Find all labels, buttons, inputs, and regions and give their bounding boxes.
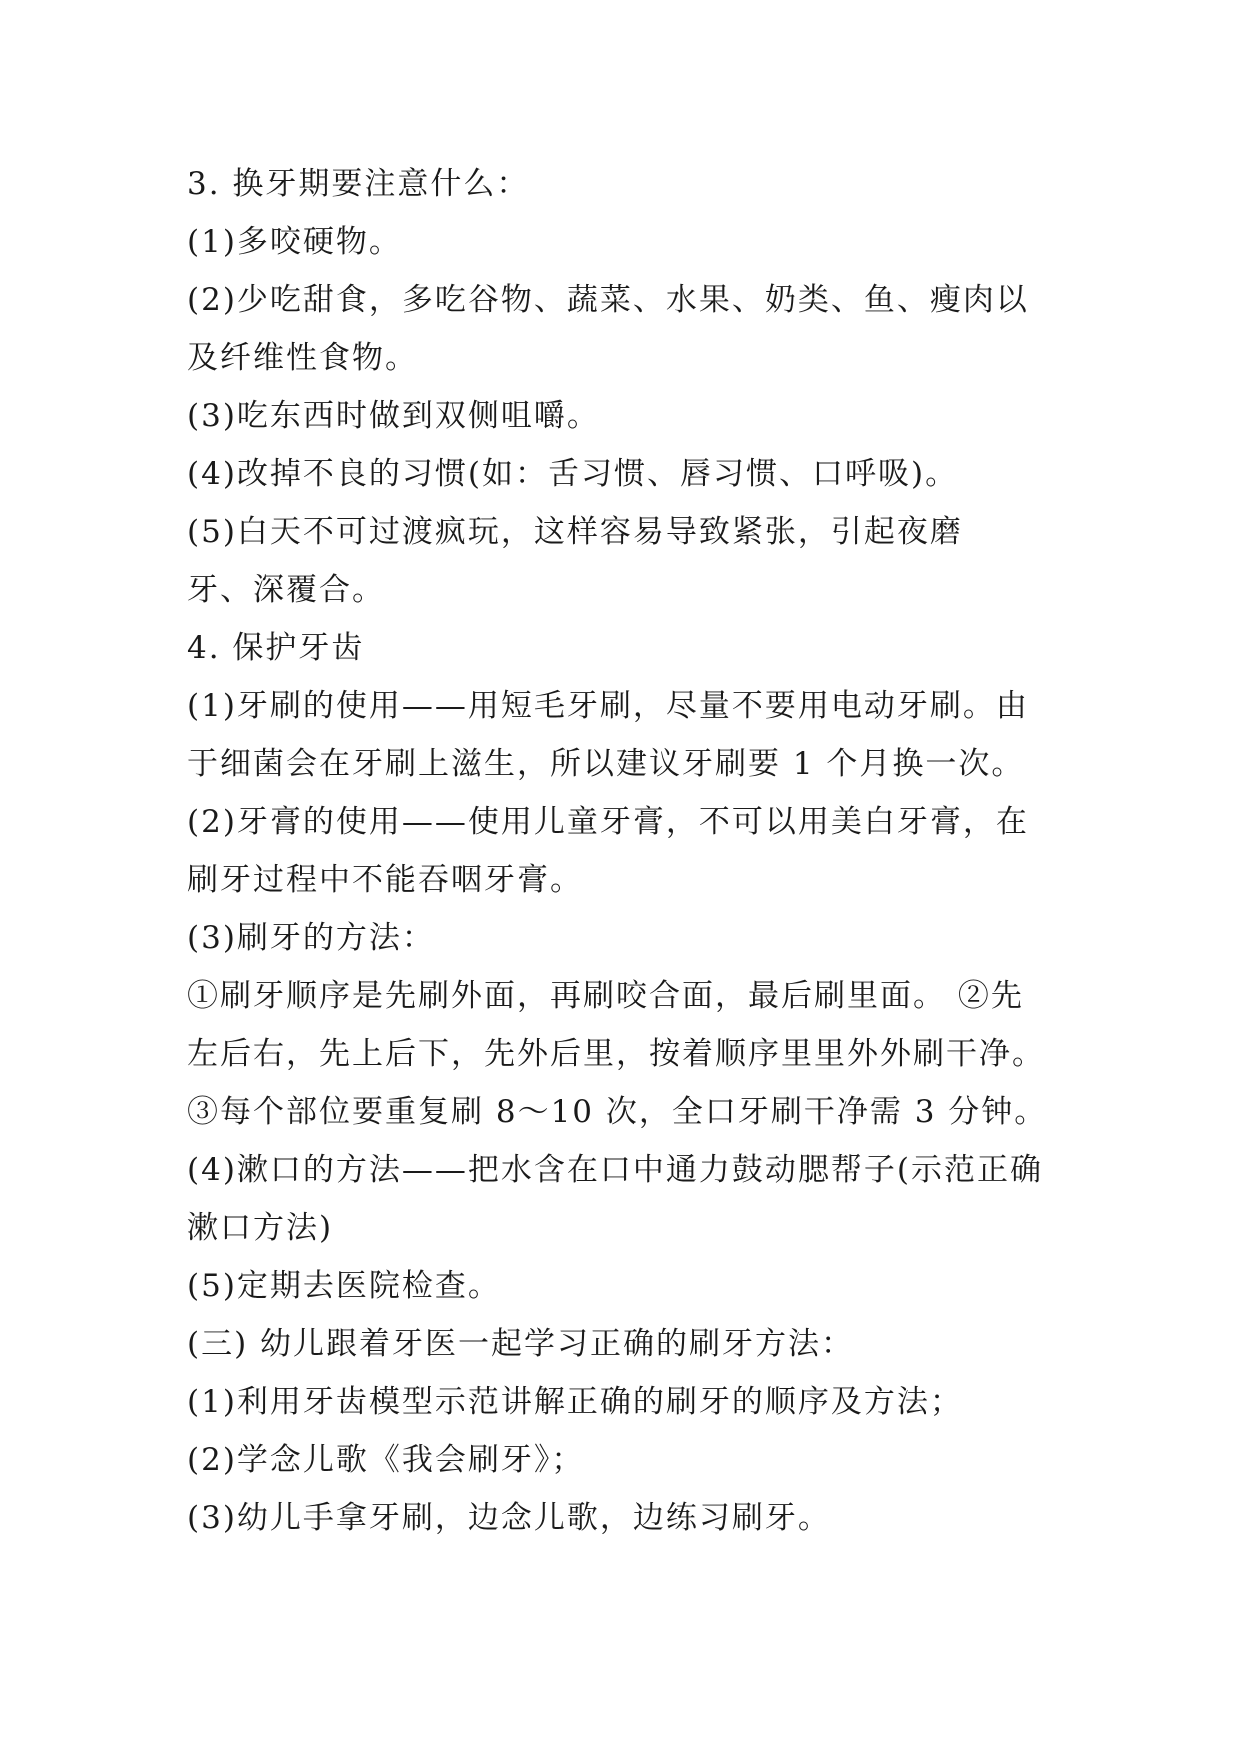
- text-line: (3)幼儿手拿牙刷，边念儿歌，边练习刷牙。: [187, 1500, 831, 1536]
- text-line: (4)漱口的方法——把水含在口中通力鼓动腮帮子(示范正确: [187, 1152, 1044, 1188]
- text-line: (1)牙刷的使用——用短毛牙刷，尽量不要用电动牙刷。由: [187, 688, 1029, 724]
- text-line: (3)吃东西时做到双侧咀嚼。: [187, 398, 600, 434]
- section-heading-4: 4. 保护牙齿: [187, 630, 365, 666]
- section-heading-3: 3. 换牙期要注意什么：: [187, 166, 530, 202]
- text-line: (4)改掉不良的习惯(如：舌习惯、唇习惯、口呼吸)。: [187, 456, 959, 492]
- text-line: (2)学念儿歌《我会刷牙》；: [187, 1442, 585, 1478]
- text-line: (5)白天不可过渡疯玩，这样容易导致紧张，引起夜磨: [187, 514, 963, 550]
- text-line: 于细菌会在牙刷上滋生，所以建议牙刷要 1 个月换一次。: [187, 746, 1025, 782]
- text-line: (2)少吃甜食，多吃谷物、蔬菜、水果、奶类、鱼、瘦肉以: [187, 282, 1029, 318]
- text-line: ①刷牙顺序是先刷外面，再刷咬合面，最后刷里面。 ②先: [187, 978, 1024, 1014]
- text-line: 牙、深覆合。: [187, 572, 385, 608]
- text-line: 及纤维性食物。: [187, 340, 418, 376]
- section-heading-san: (三) 幼儿跟着牙医一起学习正确的刷牙方法：: [187, 1326, 855, 1362]
- text-line: ③每个部位要重复刷 8～10 次，全口牙刷干净需 3 分钟。: [187, 1094, 1048, 1130]
- text-line: (1)多咬硬物。: [187, 224, 402, 260]
- text-line: (5)定期去医院检查。: [187, 1268, 501, 1304]
- document-body: [187, 155, 1067, 1547]
- text-line: 漱口方法): [187, 1210, 334, 1246]
- text-line: 左后右，先上后下，先外后里，按着顺序里里外外刷干净。: [187, 1036, 1045, 1072]
- text-line: (2)牙膏的使用——使用儿童牙膏，不可以用美白牙膏，在: [187, 804, 1029, 840]
- text-line: (3)刷牙的方法：: [187, 920, 435, 956]
- text-line: 刷牙过程中不能吞咽牙膏。: [187, 862, 583, 898]
- text-line: (1)利用牙齿模型示范讲解正确的刷牙的顺序及方法；: [187, 1384, 963, 1420]
